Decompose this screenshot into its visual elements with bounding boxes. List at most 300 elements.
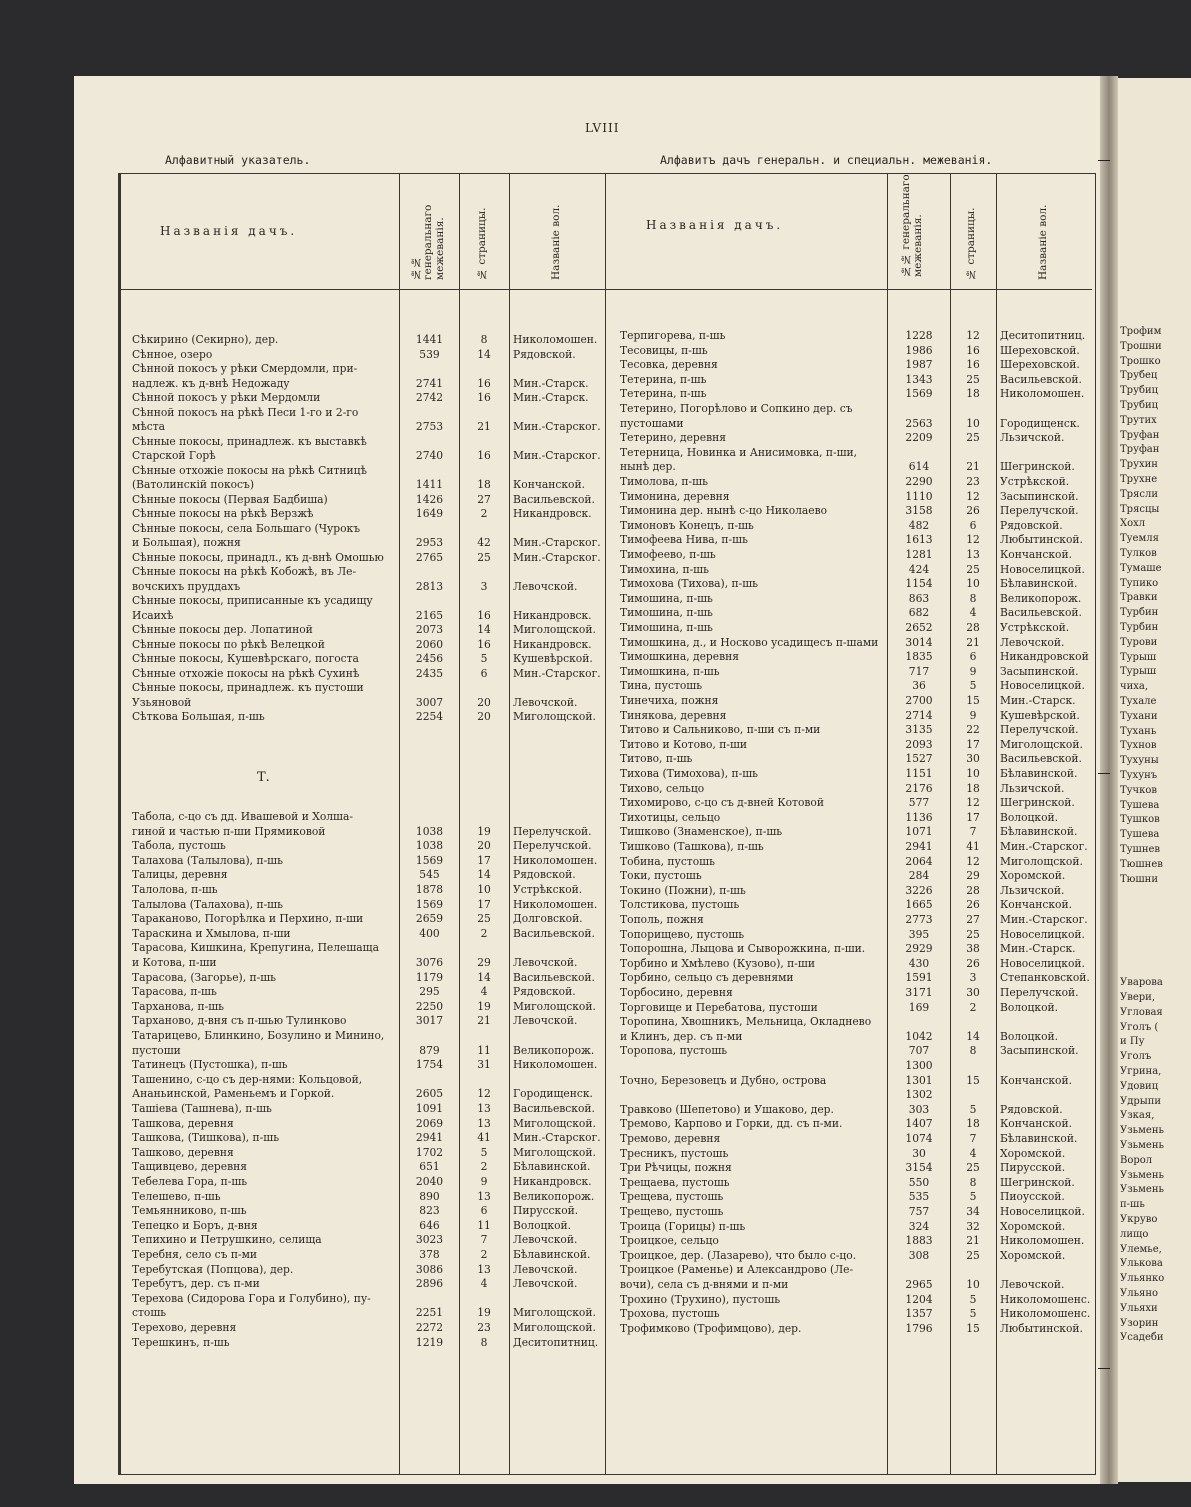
col-header-name-right: Названія дачъ. (646, 218, 784, 232)
entry-name: Трещево, пустошь (620, 1205, 724, 1218)
entry-name: гиной и частью п-ши Прямиковой (132, 824, 326, 838)
entry-volost: Мин.-Старск. (513, 391, 589, 404)
entry-name: мѣста (132, 420, 166, 433)
entry-page: 15 (966, 1073, 980, 1087)
entry-gen-number: 682 (908, 606, 930, 620)
next-page-fragment: Трубиц (1120, 385, 1159, 397)
entry-gen-number: 2741 (415, 376, 444, 390)
entry-page: 17 (477, 897, 491, 911)
entry-page: 25 (477, 550, 491, 564)
entry-volost: Мин.-Старск. (1000, 942, 1076, 956)
entry-volost: Миголощской. (1000, 737, 1083, 751)
next-page-fragment: Турови (1120, 636, 1158, 648)
entry-name: Сѣнные покосы на рѣкѣ Верзжѣ (132, 507, 314, 520)
entry-volost: Кончанской. (1000, 1117, 1073, 1131)
entry-gen-number: 2753 (415, 420, 444, 433)
next-page-fragment: Труфан (1120, 429, 1160, 441)
entry-gen-number: 2069 (415, 1116, 444, 1130)
entry-name: и Клинъ, дер. съ п-ми (620, 1029, 743, 1043)
next-page-fragment: Тухань (1120, 725, 1157, 737)
entry-gen-number: 2929 (905, 942, 933, 956)
entry-volost: Великопорож. (513, 1189, 595, 1203)
entry-name: Тарасова, п-шь (132, 985, 217, 999)
entry-name: Тимонина, деревня (620, 489, 730, 503)
entry-volost: Бѣлавинской. (513, 1248, 591, 1261)
entry-name: пустошами (620, 416, 684, 430)
entry-volost: Шереховской. (1000, 358, 1080, 372)
entry-page: 14 (477, 347, 491, 361)
entry-gen-number: 535 (908, 1190, 930, 1204)
entry-name: Телешево, п-шь (132, 1189, 221, 1203)
entry-gen-number: 614 (908, 460, 930, 474)
entry-page: 12 (966, 796, 980, 810)
entry-page: 12 (966, 329, 980, 342)
entry-volost: Бѣлавинской. (1000, 767, 1078, 780)
entry-volost: Левочской. (513, 1233, 578, 1247)
entry-gen-number: 1300 (905, 1059, 933, 1072)
entry-name: Татарицево, Блинкино, Бозулино и Минино, (132, 1029, 385, 1042)
next-page-fragment: Трясцы (1120, 503, 1160, 515)
entry-volost: Николомошенс. (1000, 1307, 1090, 1321)
next-page-fragment: Уголъ (1120, 1051, 1152, 1063)
entry-gen-number: 2714 (905, 708, 933, 722)
entry-gen-number: 2093 (905, 737, 933, 751)
next-page-fragment: Уварова (1120, 977, 1163, 989)
next-page-fragment: Трухне (1120, 474, 1158, 485)
entry-volost: Новоселицкой. (1000, 1205, 1085, 1218)
entry-page: 19 (477, 1306, 491, 1320)
entry-gen-number: 1569 (415, 897, 444, 911)
entry-name: Троицкое, сельцо (620, 1234, 719, 1248)
entry-name: Сѣткова Большая, п-шь (132, 710, 265, 723)
entry-volost: Николомошен. (513, 853, 598, 867)
entry-volost: Перелучской. (1000, 986, 1079, 999)
entry-volost: Рядовской. (513, 347, 576, 361)
entry-gen-number: 2165 (415, 608, 444, 622)
entry-page: 8 (969, 1175, 977, 1189)
entry-page: 25 (966, 431, 980, 445)
next-page-fragment: Угрина, (1120, 1066, 1162, 1077)
entry-volost: Перелучской. (513, 824, 592, 838)
entry-gen-number: 2765 (415, 550, 444, 564)
entry-volost: Городищенск. (513, 1087, 593, 1101)
entry-page: 21 (477, 1014, 491, 1028)
entry-volost: Перелучской. (1000, 723, 1079, 737)
entry-volost: Никандровск. (513, 608, 592, 622)
entry-gen-number: 284 (908, 869, 930, 883)
entry-name: вочи), села съ д-внями и п-ми (620, 1278, 789, 1291)
entry-name: Сѣнные покосы дер. Лопатиной (132, 623, 313, 636)
entry-page: 2 (480, 1160, 488, 1174)
entry-name: Сѣнные покосы, приписанные къ усадищу (132, 594, 373, 607)
entry-name: Титово и Сальниково, п-ши съ п-ми (620, 723, 821, 737)
col-header-page-right: № страницы. (965, 207, 977, 280)
entry-volost: Долговской. (513, 912, 583, 926)
entry-name: Сѣкирино (Секирно), дер. (132, 333, 279, 346)
entry-volost: Шегринской. (1000, 460, 1075, 474)
next-page-fragment: Трутих (1120, 414, 1157, 426)
entry-name: Тетерина, п-шь (620, 387, 707, 401)
entry-volost: Хоромской. (1000, 1219, 1066, 1233)
next-page-fragment: Узьмень (1120, 1125, 1164, 1137)
entry-gen-number: 1702 (415, 1145, 444, 1159)
entry-name: Троицкое (Раменье) и Александрово (Ле- (620, 1263, 854, 1277)
entry-volost: Рядовской. (513, 868, 576, 882)
next-page-fragment: Труфан (1120, 444, 1160, 456)
entry-gen-number: 1987 (905, 358, 933, 372)
entry-page: 21 (966, 635, 980, 649)
entry-name: Ташкова, (Тишкова), п-шь (132, 1131, 280, 1145)
entry-page: 21 (966, 460, 980, 474)
entry-name: Тимошкина, п-шь (620, 664, 720, 678)
next-page-fragment: Тулков (1120, 548, 1157, 559)
entry-volost: Миголощской. (513, 710, 596, 723)
entry-volost: Хоромской. (1000, 869, 1066, 883)
entry-page: 21 (477, 420, 491, 433)
entry-page: 13 (477, 1102, 491, 1115)
entry-page: 41 (477, 1131, 491, 1145)
entry-volost: Васильевской. (513, 970, 595, 984)
entry-name: Сѣнные покосы, принадл., къ д-внѣ Омошью (132, 550, 384, 564)
entry-page: 25 (966, 562, 980, 576)
entry-page: 2 (969, 1000, 977, 1014)
next-page-fragment: Тюшни (1120, 873, 1159, 885)
entry-volost: Любытинской. (1000, 533, 1083, 547)
entry-gen-number: 2073 (415, 623, 444, 636)
entry-volost: Никандровской (1000, 650, 1089, 664)
entry-volost: Мин.-Старског. (513, 420, 601, 433)
entry-name: Троица (Горицы) п-шь (620, 1219, 746, 1233)
entry-page: 2 (480, 1248, 488, 1261)
entry-page: 5 (969, 1307, 977, 1321)
next-page-fragment: п-шь (1120, 1199, 1145, 1211)
entry-page: 3 (969, 971, 977, 985)
entry-volost: Льзичской. (1000, 781, 1065, 795)
entry-volost: Мин.-Старског. (513, 449, 601, 462)
entry-page: 8 (969, 591, 977, 605)
entry-volost: Васильевской. (513, 926, 595, 940)
entry-page: 34 (966, 1205, 980, 1218)
entry-volost: Великопорож. (1000, 591, 1082, 605)
entry-name: Три Рѣчицы, пожня (620, 1161, 732, 1175)
entry-gen-number: 879 (419, 1043, 440, 1057)
entry-name: Тихотицы, сельцо (620, 810, 721, 824)
entry-name: Точно, Березовецъ и Дубно, острова (620, 1073, 827, 1087)
entry-name: Терехова (Сидорова Гора и Голубино), пу- (132, 1291, 371, 1305)
col-rule (399, 174, 400, 1474)
entry-name: Троицкое, дер. (Лазарево), что было с-цо. (620, 1248, 857, 1262)
entry-gen-number: 1591 (905, 971, 933, 985)
next-page-fragment: Усадеби (1120, 1332, 1164, 1344)
entry-volost: Степанковской. (1000, 971, 1090, 985)
entry-page: 18 (966, 1117, 980, 1131)
entry-volost: Левочской. (513, 579, 578, 593)
next-page-fragment: Удовиц (1120, 1080, 1159, 1092)
entry-page: 4 (480, 1277, 488, 1291)
entry-gen-number: 2209 (905, 431, 933, 445)
entry-gen-number: 2605 (415, 1087, 444, 1101)
entry-volost: Миголощской. (513, 1306, 596, 1320)
entry-name: стошь (132, 1306, 167, 1320)
entry-volost: Засыпинской. (1000, 489, 1079, 503)
entry-name: Тарасова, Кишкина, Крепугина, Пелешаща (132, 941, 379, 955)
entry-name: Тащивцево, деревня (132, 1160, 247, 1174)
next-page-fragment: Тушков (1120, 814, 1160, 826)
entry-page: 5 (480, 652, 488, 665)
header-right: Алфавитъ дачъ генеральн. и специальн. межеванія. (660, 153, 993, 167)
entry-name: Сѣнное, озеро (132, 347, 213, 361)
entry-volost: Николомошен. (513, 333, 598, 346)
entry-volost: Мин.-Старског. (513, 666, 601, 680)
entry-gen-number: 395 (908, 927, 930, 941)
entry-name: Торбосино, деревня (620, 986, 733, 999)
entry-name: Тимошина, п-шь (620, 621, 713, 634)
entry-gen-number: 378 (419, 1248, 440, 1261)
next-page-fragment: Трофим (1120, 326, 1162, 337)
entry-name: Топорошна, Лыцова и Сыворожкина, п-ши. (620, 942, 866, 956)
entry-page: 7 (969, 1132, 977, 1145)
entry-page: 26 (966, 956, 980, 970)
next-page-fragment: Узкая, (1120, 1110, 1155, 1122)
entry-gen-number: 2700 (905, 694, 933, 707)
next-page-fragment: Увери, (1120, 992, 1156, 1003)
entry-page: 16 (477, 376, 491, 390)
entry-page: 31 (477, 1058, 491, 1072)
next-page-fragment: Улькова (1120, 1258, 1163, 1270)
entry-name: Тараскина и Хмылова, п-ши (132, 926, 291, 940)
entry-page: 29 (966, 869, 980, 883)
entry-name: Сѣнные отхожіе покосы на рѣкѣ Сухинѣ (132, 666, 360, 680)
entry-gen-number: 2773 (905, 913, 933, 926)
entry-gen-number: 863 (908, 591, 930, 605)
entry-page: 14 (477, 868, 491, 882)
entry-name: Узьяновой (132, 695, 192, 709)
entry-name: (Ватолинскій покосъ) (132, 478, 255, 491)
entry-volost: Пирусской. (1000, 1161, 1066, 1175)
entry-gen-number: 1426 (415, 492, 444, 506)
next-page-fragment: Трухин (1120, 459, 1158, 471)
entry-name: Трещева, пустошь (620, 1190, 724, 1204)
entry-name: Тараканово, Погорѣлка и Перхино, п-ши (132, 912, 364, 926)
next-page-fragment: Узьмень (1120, 1184, 1164, 1196)
entry-page: 6 (969, 650, 977, 664)
entry-volost: Мин.-Старск. (1000, 694, 1076, 707)
entry-name: Тинечиха, пожня (620, 694, 719, 707)
entry-name: пустоши (132, 1043, 181, 1057)
entry-page: 6 (480, 1204, 488, 1218)
next-page-fragment: Тюшнев (1120, 858, 1163, 870)
entry-page: 18 (966, 387, 980, 401)
next-page-fragment: Турбин (1120, 622, 1159, 633)
entry-name: Тепихино и Петрушкино, селища (132, 1233, 322, 1247)
entry-name: Сѣнные покосы, принадлеж. къ пустоши (132, 681, 364, 694)
entry-gen-number: 424 (908, 562, 930, 576)
entry-volost: Левочской. (513, 1262, 578, 1276)
entry-gen-number: 3154 (905, 1161, 933, 1175)
entry-page: 17 (966, 810, 980, 824)
entry-page: 13 (966, 548, 980, 561)
entry-name: Торопина, Хвошникъ, Мельница, Окладнево (620, 1015, 872, 1029)
next-page-fragment: Узорин (1120, 1317, 1159, 1329)
entry-name: Терехово, деревня (132, 1321, 237, 1334)
entry-volost: Перелучской. (1000, 504, 1079, 518)
entry-page: 14 (477, 970, 491, 984)
entry-name: Травково (Шепетово) и Ушаково, дер. (620, 1102, 834, 1116)
entry-name: Титово, п-шь (620, 752, 693, 766)
entry-page: 30 (966, 752, 980, 766)
next-page-fragment: Угловая (1120, 1006, 1163, 1018)
entry-gen-number: 1407 (905, 1117, 933, 1131)
entry-volost: Новоселицкой. (1000, 679, 1085, 693)
entry-page: 16 (477, 608, 491, 622)
entry-gen-number: 1796 (905, 1321, 933, 1335)
entry-gen-number: 400 (419, 926, 440, 940)
edge-mark (1098, 773, 1110, 774)
entry-gen-number: 2965 (905, 1278, 933, 1291)
entry-name: Тимолова, п-шь (620, 475, 708, 488)
entry-name: Терпигорева, п-шь (620, 329, 726, 342)
entry-volost: Льзичской. (1000, 883, 1065, 897)
entry-volost: Левочской. (513, 1277, 578, 1291)
next-page-fragment: Тухуны (1120, 755, 1159, 767)
entry-name: Тепецко и Боръ, д-вня (132, 1218, 258, 1232)
entry-name: вочскихъ пруддахъ (132, 579, 241, 593)
entry-page: 14 (966, 1029, 980, 1043)
entry-volost: Волоцкой. (1000, 1000, 1059, 1014)
entry-page: 29 (477, 956, 491, 969)
header-rule (121, 289, 1092, 290)
entry-page: 2 (480, 507, 488, 520)
entry-name: Сѣнные покосы по рѣкѣ Велецкой (132, 637, 325, 651)
entry-page: 12 (966, 489, 980, 503)
entry-page: 10 (966, 416, 980, 430)
entry-volost: Волоцкой. (1000, 810, 1059, 824)
next-page-fragment: Тучков (1120, 784, 1158, 796)
entry-page: 19 (477, 999, 491, 1013)
entry-volost: Николомошен. (513, 1058, 598, 1072)
entry-name: Сѣнной покосъ у рѣки Смердомли, при- (132, 362, 358, 375)
entry-page: 9 (969, 664, 977, 678)
col-header-vol-right: Названіе вол. (1037, 204, 1049, 280)
entry-gen-number: 757 (908, 1205, 930, 1218)
entry-name: Тихомирово, с-цо съ д-вней Котовой (620, 796, 824, 810)
entry-name: Тарханова, п-шь (132, 999, 224, 1013)
entry-gen-number: 2060 (415, 637, 444, 651)
col-rule (996, 174, 997, 1474)
col-header-gen-left: №№ генеральнаго межеванія. (410, 204, 446, 280)
entry-page: 9 (969, 708, 977, 722)
entry-name: Тобина, пустошь (620, 854, 715, 868)
entry-name: Сѣнной покосъ на рѣкѣ Песи 1-го и 2-го (132, 405, 359, 419)
entry-page: 32 (966, 1219, 980, 1233)
entry-volost: Шереховской. (1000, 343, 1080, 357)
entry-gen-number: 2941 (905, 840, 933, 853)
entry-gen-number: 539 (419, 347, 440, 361)
entry-volost: Бѣлавинской. (1000, 825, 1078, 839)
entry-volost: Миголощской. (1000, 854, 1083, 868)
entry-name: Теребня, село съ п-ми (132, 1248, 257, 1261)
entry-page: 5 (480, 1145, 488, 1159)
entry-page: 11 (477, 1043, 491, 1057)
entry-gen-number: 1219 (415, 1335, 444, 1349)
entry-name: Ташіева (Ташнева), п-шь (132, 1102, 272, 1115)
entry-volost: Новоселицкой. (1000, 562, 1085, 576)
entry-volost: Кончанской. (1000, 548, 1073, 561)
next-page-fragment: Узьмень (1120, 1169, 1164, 1181)
entry-name: Тишково (Ташкова), п-шь (620, 840, 764, 853)
next-page-fragment: Тухунъ (1120, 770, 1158, 781)
entry-name: Тесовицы, п-шь (620, 343, 708, 357)
entry-page: 15 (966, 1321, 980, 1335)
col-rule (887, 174, 888, 1474)
entry-page: 21 (966, 1234, 980, 1248)
entry-name: Терешкинъ, п-шь (132, 1335, 230, 1349)
entry-page: 25 (966, 372, 980, 386)
entry-page: 18 (477, 478, 491, 491)
col-rule (509, 174, 510, 1474)
entry-volost: Левочской. (1000, 635, 1065, 649)
entry-volost: Пирусской. (513, 1204, 579, 1218)
entry-name: Татинецъ (Пустошка), п-шь (132, 1058, 288, 1072)
entry-gen-number: 1569 (905, 387, 933, 401)
entry-volost: Мин.-Старског. (513, 1131, 601, 1145)
entry-gen-number: 1136 (905, 810, 933, 824)
entry-page: 20 (477, 695, 491, 709)
entry-page: 10 (966, 1278, 980, 1291)
page-number: LVIII (585, 121, 620, 135)
next-page-fragment: Тухале (1120, 696, 1157, 707)
entry-page: 4 (969, 606, 977, 620)
entry-volost: Новоселицкой. (1000, 927, 1085, 941)
entry-name: и Котова, п-ши (132, 956, 217, 969)
entry-gen-number: 1878 (415, 883, 444, 896)
entry-page: 17 (477, 853, 491, 867)
entry-gen-number: 550 (908, 1175, 930, 1189)
entry-gen-number: 2941 (415, 1131, 444, 1145)
entry-page: 10 (966, 767, 980, 780)
next-page-fragment: Ульяхи (1120, 1302, 1158, 1314)
entry-name: Сѣнные покосы, села Большаго (Чурокъ (132, 521, 361, 535)
entry-name: Толстикова, пустошь (620, 898, 740, 912)
entry-page: 26 (966, 504, 980, 518)
entry-page: 19 (477, 824, 491, 838)
entry-gen-number: 1151 (905, 767, 933, 780)
entry-gen-number: 545 (419, 868, 440, 882)
entry-volost: Кончанской. (1000, 898, 1073, 912)
entry-page: 12 (477, 1087, 491, 1101)
entry-volost: Кушевѣрской. (1000, 708, 1080, 722)
entry-name: Тарасова, (Загорье), п-шь (132, 970, 276, 984)
entry-gen-number: 2290 (905, 475, 933, 488)
entry-name: Ташкова, деревня (132, 1116, 234, 1130)
entry-gen-number: 3007 (415, 695, 444, 709)
entry-name: Тимонина дер. нынѣ с-цо Николаево (620, 504, 828, 518)
next-page-fragment: Трошко (1120, 355, 1161, 367)
entry-gen-number: 2272 (415, 1321, 444, 1334)
entry-gen-number: 2652 (905, 621, 933, 634)
entry-name: Тимошкина, д., и Носково усадищесъ п-шами (620, 635, 879, 649)
entry-gen-number: 2040 (415, 1175, 444, 1188)
entry-name: Сѣнные отхожіе покосы на рѣкѣ Ситницѣ (132, 463, 367, 477)
entry-name: Трещаева, пустошь (620, 1175, 730, 1189)
entry-name: Трофимково (Трофимцово), дер. (620, 1321, 802, 1335)
entry-name: Тимофеева Нива, п-шь (620, 533, 748, 547)
entry-volost: Волоцкой. (1000, 1029, 1059, 1043)
entry-name: Исаихѣ (132, 608, 174, 622)
entry-name: Тресникъ, пустошь (620, 1146, 729, 1160)
entry-name: Тихова (Тимохова), п-шь (620, 767, 758, 780)
entry-name: надлеж. къ д-внѣ Недожаду (132, 376, 290, 390)
